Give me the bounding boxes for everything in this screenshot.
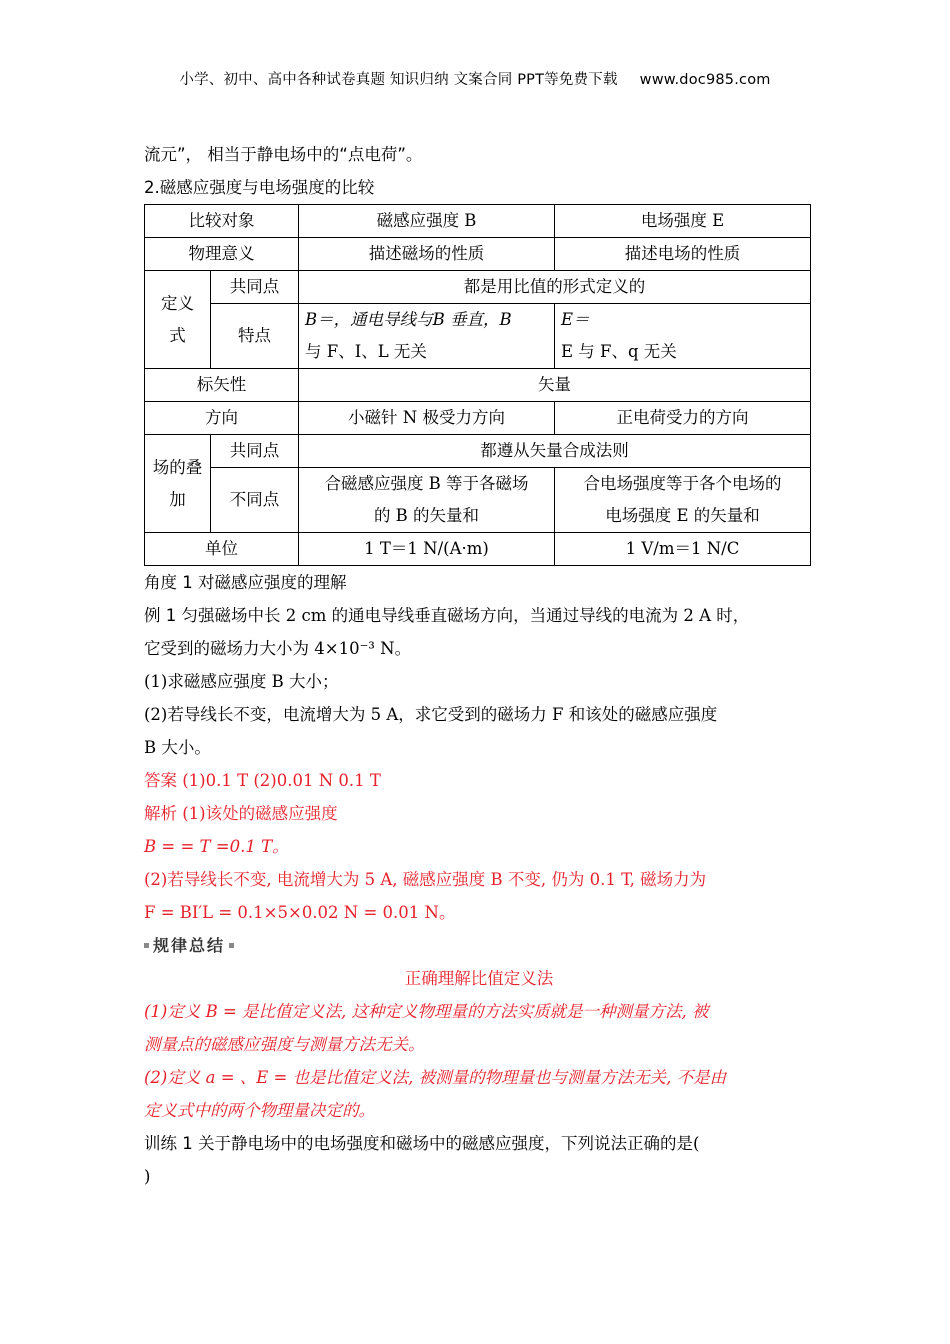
question-2-line-2: B 大小。 (144, 738, 211, 757)
training-text: 关于静电场中的电场强度和磁场中的磁感应强度，下列说法正确的是( (192, 1134, 700, 1153)
table-row (145, 238, 811, 271)
analysis-text-1: (1)该处的磁感应强度 (177, 804, 338, 823)
angle-heading: 角度 1 对磁感应强度的理解 (144, 573, 347, 592)
example-line-2: 它受到的磁场力大小为 4×10⁻³ N。 (144, 639, 412, 658)
cell-e-unit: 1 V/m＝1 N/C (555, 533, 811, 566)
e-definition-line-1: E＝ (561, 310, 590, 329)
analysis-line-3: (2)若导线长不变, 电流增大为 5 A, 磁感应强度 B 不变, 仍为 0.1 T, 磁场力为 (144, 870, 707, 889)
cell-b-definition (299, 304, 555, 369)
section-title: 2.磁感应强度与电场强度的比较 (144, 178, 375, 197)
e-definition-line-2: E 与 F、q 无关 (561, 342, 677, 361)
b-superposition-line-1: 合磁感应强度 B 等于各磁场 (324, 474, 529, 493)
example-line-1 (144, 599, 814, 632)
table-row (145, 435, 811, 468)
summary-para-2-line-2: 定义式中的两个物理量决定的。 (144, 1101, 375, 1120)
analysis-label: 解析 (144, 804, 177, 823)
training-close: ) (144, 1167, 151, 1186)
comparison-table (144, 204, 811, 566)
cell-b-unit: 1 T＝1 N/(A·m) (299, 533, 555, 566)
cell-vector: 矢量 (299, 369, 811, 402)
table-row (145, 304, 811, 369)
cell-e-superposition (555, 468, 811, 533)
row-label-superposition: 场的叠加 (145, 435, 211, 533)
question-1: (1)求磁感应强度 B 大小； (144, 672, 339, 691)
main-content (144, 138, 814, 1193)
intro-line: 流元”， 相当于静电场中的“点电荷”。 (144, 145, 423, 164)
header-cell-e: 电场强度 E (555, 205, 811, 238)
cell-b-superposition (299, 468, 555, 533)
summary-title: 正确理解比值定义法 (404, 969, 554, 988)
e-superposition-line-1: 合电场强度等于各个电场的 (583, 474, 782, 493)
header-cell-object: 比较对象 (145, 205, 299, 238)
summary-tag: 规律总结 (144, 929, 234, 962)
cell-b-direction: 小磁针 N 极受力方向 (299, 402, 555, 435)
cell-superposition-common: 都遵从矢量合成法则 (299, 435, 811, 468)
cell-b-meaning: 描述磁场的性质 (299, 238, 555, 271)
b-definition-line-1: B＝，通电导线与B 垂直，B (305, 310, 512, 329)
row-label-vector: 标矢性 (145, 369, 299, 402)
row-label-physical-meaning: 物理意义 (145, 238, 299, 271)
row-label-unit: 单位 (145, 533, 299, 566)
header-site-link[interactable]: www.doc985.com (639, 72, 771, 88)
summary-para-1-line-2: 测量点的磁感应强度与测量方法无关。 (144, 1035, 425, 1054)
table-row (145, 271, 811, 304)
table-row (145, 402, 811, 435)
analysis-line-4: F = BI′L = 0.1×5×0.02 N = 0.01 N。 (144, 903, 456, 922)
answer-label: 答案 (144, 771, 177, 790)
sub-label-feature: 特点 (211, 304, 299, 369)
table-row (145, 533, 811, 566)
b-superposition-line-2: 的 B 的矢量和 (373, 506, 480, 525)
table-row (145, 205, 811, 238)
square-bullet-icon (229, 943, 234, 948)
sub-label-common: 共同点 (211, 271, 299, 304)
header-cell-b: 磁感应强度 B (299, 205, 555, 238)
sub-label-common: 共同点 (211, 435, 299, 468)
header-text: 小学、初中、高中各种试卷真题 知识归纳 文案合同 PPT等免费下载 (179, 72, 618, 88)
table-row (145, 369, 811, 402)
summary-para-2-line-1: (2)定义 a = 、E = 也是比值定义法, 被测量的物理量也与测量方法无关, 不是由 (144, 1068, 727, 1087)
summary-para-1-line-1: (1)定义 B = 是比值定义法, 这种定义物理量的方法实质就是一种测量方法, 被 (144, 1002, 709, 1021)
analysis-line-2: B = = T =0.1 T。 (144, 837, 289, 856)
training-line (144, 1127, 814, 1160)
training-label: 训练 1 (144, 1134, 193, 1153)
row-label-definition: 定义式 (145, 271, 211, 369)
answer-line (144, 764, 814, 797)
question-2-line-1: (2)若导线长不变，电流增大为 5 A，求它受到的磁场力 F 和该处的磁感应强度 (144, 705, 718, 724)
cell-definition-common: 都是用比值的形式定义的 (299, 271, 811, 304)
page-header (0, 68, 950, 89)
cell-e-meaning: 描述电场的性质 (555, 238, 811, 271)
summary-tag-line (144, 929, 814, 962)
example-text-1: 匀强磁场中长 2 cm 的通电导线垂直磁场方向，当通过导线的电流为 2 A 时， (176, 606, 750, 625)
square-bullet-icon (144, 943, 149, 948)
row-label-direction: 方向 (145, 402, 299, 435)
cell-e-direction: 正电荷受力的方向 (555, 402, 811, 435)
table-row (145, 468, 811, 533)
e-superposition-line-2: 电场强度 E 的矢量和 (605, 506, 760, 525)
sub-label-difference: 不同点 (211, 468, 299, 533)
answer-text: (1)0.1 T (2)0.01 N 0.1 T (177, 771, 381, 790)
analysis-line-1 (144, 797, 814, 830)
b-definition-line-2: 与 F、I、L 无关 (305, 342, 427, 361)
cell-e-definition (555, 304, 811, 369)
example-label: 例 1 (144, 606, 177, 625)
